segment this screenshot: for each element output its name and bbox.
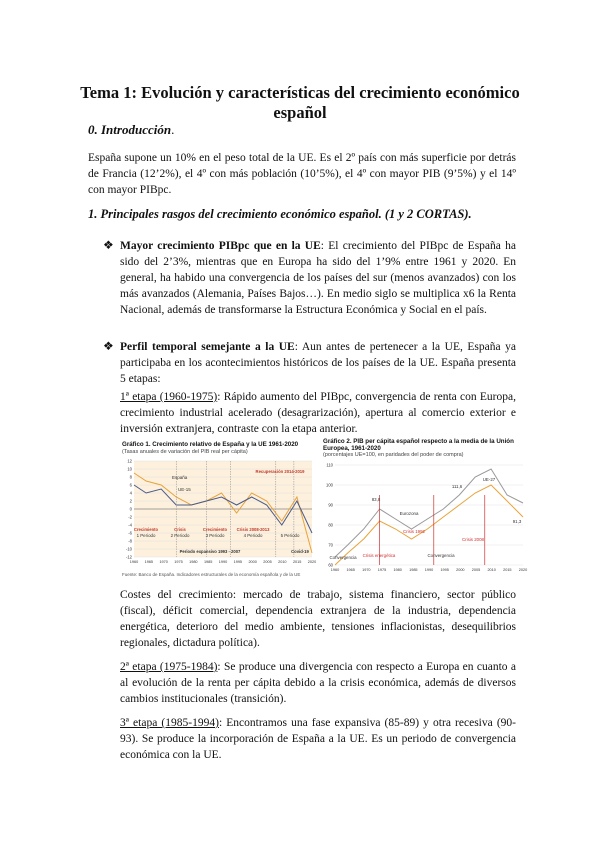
y-tick-label: -6: [128, 530, 132, 536]
etapa3-text: : Encontramos una fase expansiva (85-89) y otra recesiva (90-93). Se produce la incorporación de España a la UE. Es un periodo de convergencia económica con la UE.: [120, 717, 517, 761]
x-tick-label: 1970: [362, 568, 371, 572]
chart-annotation: Crecimiento: [133, 527, 159, 532]
y-tick-label: -2: [128, 514, 132, 520]
chart1-title: Gráfico 1. Crecimiento relativo de España y la UE 1961-2020: [122, 441, 299, 448]
etapa1-text: : Rápido aumento del PIBpc, convergencia de renta con Europa, crecimiento industrial acelerado (desagrarización), apertura al comercio exterior e inversión extranjera, contraste con la etapa anterior.: [120, 391, 516, 435]
x-tick-label: 1985: [203, 560, 213, 564]
series-label-ue15: UE-15: [178, 487, 191, 492]
chart-label: Convergencia: [427, 553, 455, 558]
x-tick-label: 1975: [377, 568, 387, 572]
intro-heading-text: Introducción: [101, 122, 172, 137]
chart2-plot: [321, 461, 528, 576]
series-line-ue-27: [335, 469, 523, 557]
y-tick-label: 4: [129, 490, 132, 496]
chart1-source: Fuente: Banco de España. Indicadores estructurales de la economía española y de la UE: [122, 572, 301, 577]
y-tick-label: 0: [129, 506, 132, 512]
y-tick-label: -12: [125, 554, 132, 560]
etapa2-text: : Se produce una divergencia con respecto a Europa en cuanto a al evolución de la renta per cápita debido a la crisis económica, además de diversos cambios institucionales (transición).: [120, 661, 517, 705]
etapa1-paragraph: [120, 389, 516, 437]
x-tick-label: 2010: [487, 568, 496, 572]
period-label: 3 Periodo: [205, 533, 225, 538]
x-tick-label: 1975: [174, 560, 183, 564]
y-tick-label: 6: [129, 482, 132, 488]
chart-annotation: Crecimiento: [202, 527, 228, 532]
period-label: 2 Periodo: [170, 533, 190, 538]
x-tick-label: 1980: [393, 568, 402, 572]
chart-label: 111,6: [451, 484, 463, 489]
chart-label: Eurozona: [399, 511, 419, 516]
x-tick-label: 2015: [292, 560, 302, 564]
chart-annotation: Periodo expansivo 1993 - 2007: [179, 549, 241, 554]
chart-label: UE-27: [482, 477, 496, 482]
page-title: Tema 1: Evolución y características del crecimiento económico español: [80, 83, 520, 122]
x-tick-label: 2020: [518, 568, 528, 572]
chart1-plot: [120, 457, 316, 581]
x-tick-label: 2015: [503, 568, 512, 572]
chart1-subtitle: (Tasas anuales de variación del PIB real per cápita): [122, 449, 248, 455]
x-tick-label: 1980: [189, 560, 198, 564]
x-tick-label: 2020: [307, 560, 316, 564]
chart-label: Crisis energética: [362, 553, 396, 558]
chart2-title: Gráfico 2. PIB per cápita español respecto a la media de la Unión Europea, 1961-2020: [323, 438, 514, 452]
bullet-paragraph-1: [120, 238, 516, 318]
bullet-icon: ❖: [103, 238, 114, 252]
costes-paragraph: Costes del crecimiento: mercado de trabajo, sistema financiero, sector público (fiscal), déficit comercial, dependencia extranjera de la industria, dependencia energética, deterioro del medio ambiente, tensiones inflacionistas, desequilibrios regionales, dictadura política).: [120, 589, 516, 649]
x-tick-label: 2000: [248, 560, 257, 564]
bullet2-lead: Perfil temporal semejante a la UE: [120, 341, 295, 353]
y-tick-label: 60: [328, 562, 333, 568]
etapa3-paragraph: [120, 715, 516, 763]
chart-annotation: Covid-19: [291, 549, 309, 554]
x-tick-label: 1960: [330, 568, 340, 572]
y-tick-label: 8: [129, 474, 132, 480]
section1-heading: 1. Principales rasgos del crecimiento económico español. (1 y 2 CORTAS).: [88, 207, 472, 221]
x-tick-label: 1965: [144, 560, 154, 564]
bullet-paragraph-2: [120, 339, 516, 387]
intro-heading: 0. Introducción.: [88, 122, 175, 137]
x-tick-label: 1990: [424, 568, 434, 572]
bullet1-text: : El crecimiento del PIBpc de España ha sido del 2’3%, mientras que en Europa ha sido del 1’9% entre 1961 y 2020. En general, ha habido una convergencia de los países del sur (menos avanzados) con los más avanzados (Alemania, Países Bajos…). En medio siglo se multiplica x6 la Renta Nacional, además de transformarse la Estructura Económica y Social en el país.: [120, 240, 516, 316]
x-tick-label: 2010: [278, 560, 287, 564]
y-tick-label: 70: [328, 542, 333, 548]
y-tick-label: 110: [326, 462, 333, 468]
y-tick-label: -10: [125, 546, 132, 552]
period-label: 1 Periodo: [136, 533, 156, 538]
etapa2-label: 2ª etapa (1975-1984): [120, 661, 218, 673]
chart2-subtitle: (porcentajes UE=100, en paridades del poder de compra): [323, 452, 464, 458]
y-tick-label: 12: [127, 458, 132, 464]
chart-1: [120, 439, 316, 579]
chart-annotation: Crisis 2008-2013: [236, 527, 270, 532]
x-tick-label: 1970: [159, 560, 168, 564]
y-tick-label: 10: [127, 466, 132, 472]
y-tick-label: 100: [326, 482, 333, 488]
etapa1-label: 1ª etapa (1960-1975): [120, 391, 218, 403]
period-label: 5 Periodo: [280, 533, 300, 538]
chart-label: 83,8: [371, 497, 381, 502]
x-tick-label: 2005: [263, 560, 272, 564]
x-tick-label: 1995: [440, 568, 449, 572]
y-tick-label: 90: [328, 502, 333, 508]
x-tick-label: 1960: [129, 560, 139, 564]
chart-annotation: Recuperación 2014-2019: [255, 469, 305, 474]
intro-number: 0.: [88, 122, 98, 137]
chart-annotation: Crisis: [174, 527, 186, 532]
bullet2-text: : Aun antes de pertenecer a la UE, España ya participaba en los acontecimientos históricos de los países de la UE. España presenta 5 etapas:: [120, 341, 516, 385]
x-tick-label: 1965: [346, 568, 355, 572]
bullet1-lead: Mayor crecimiento PIBpc que en la UE: [120, 240, 321, 252]
chart-2: [321, 436, 528, 576]
x-tick-label: 1985: [409, 568, 418, 572]
etapa2-paragraph: [120, 659, 516, 707]
bullet-icon: ❖: [103, 339, 114, 353]
x-tick-label: 1990: [218, 560, 228, 564]
x-tick-label: 2000: [456, 568, 465, 572]
y-tick-label: -4: [128, 522, 132, 528]
y-tick-label: 2: [129, 498, 132, 504]
series-label-espana: España: [172, 475, 188, 480]
x-tick-label: 2005: [471, 568, 481, 572]
intro-paragraph: España supone un 10% en el peso total de la UE. Es el 2º país con más superficie por detrás de Francia (12’2%), el 4º con más población (10’5%), el 4º con mayor PIB (9’5%) y el 14º con mayor PIBpc.: [88, 152, 516, 196]
y-tick-label: 80: [328, 522, 333, 528]
x-tick-label: 1995: [233, 560, 243, 564]
y-tick-label: -8: [128, 538, 132, 544]
chart-label: Convergencia: [329, 555, 357, 560]
etapa3-label: 3ª etapa (1985-1994): [120, 717, 219, 729]
chart-label: Crisis 2008: [462, 537, 484, 542]
chart-label: Crisis 1992: [403, 529, 425, 534]
chart-label: 91,3: [512, 519, 522, 524]
period-label: 4 Periodo: [243, 533, 263, 538]
